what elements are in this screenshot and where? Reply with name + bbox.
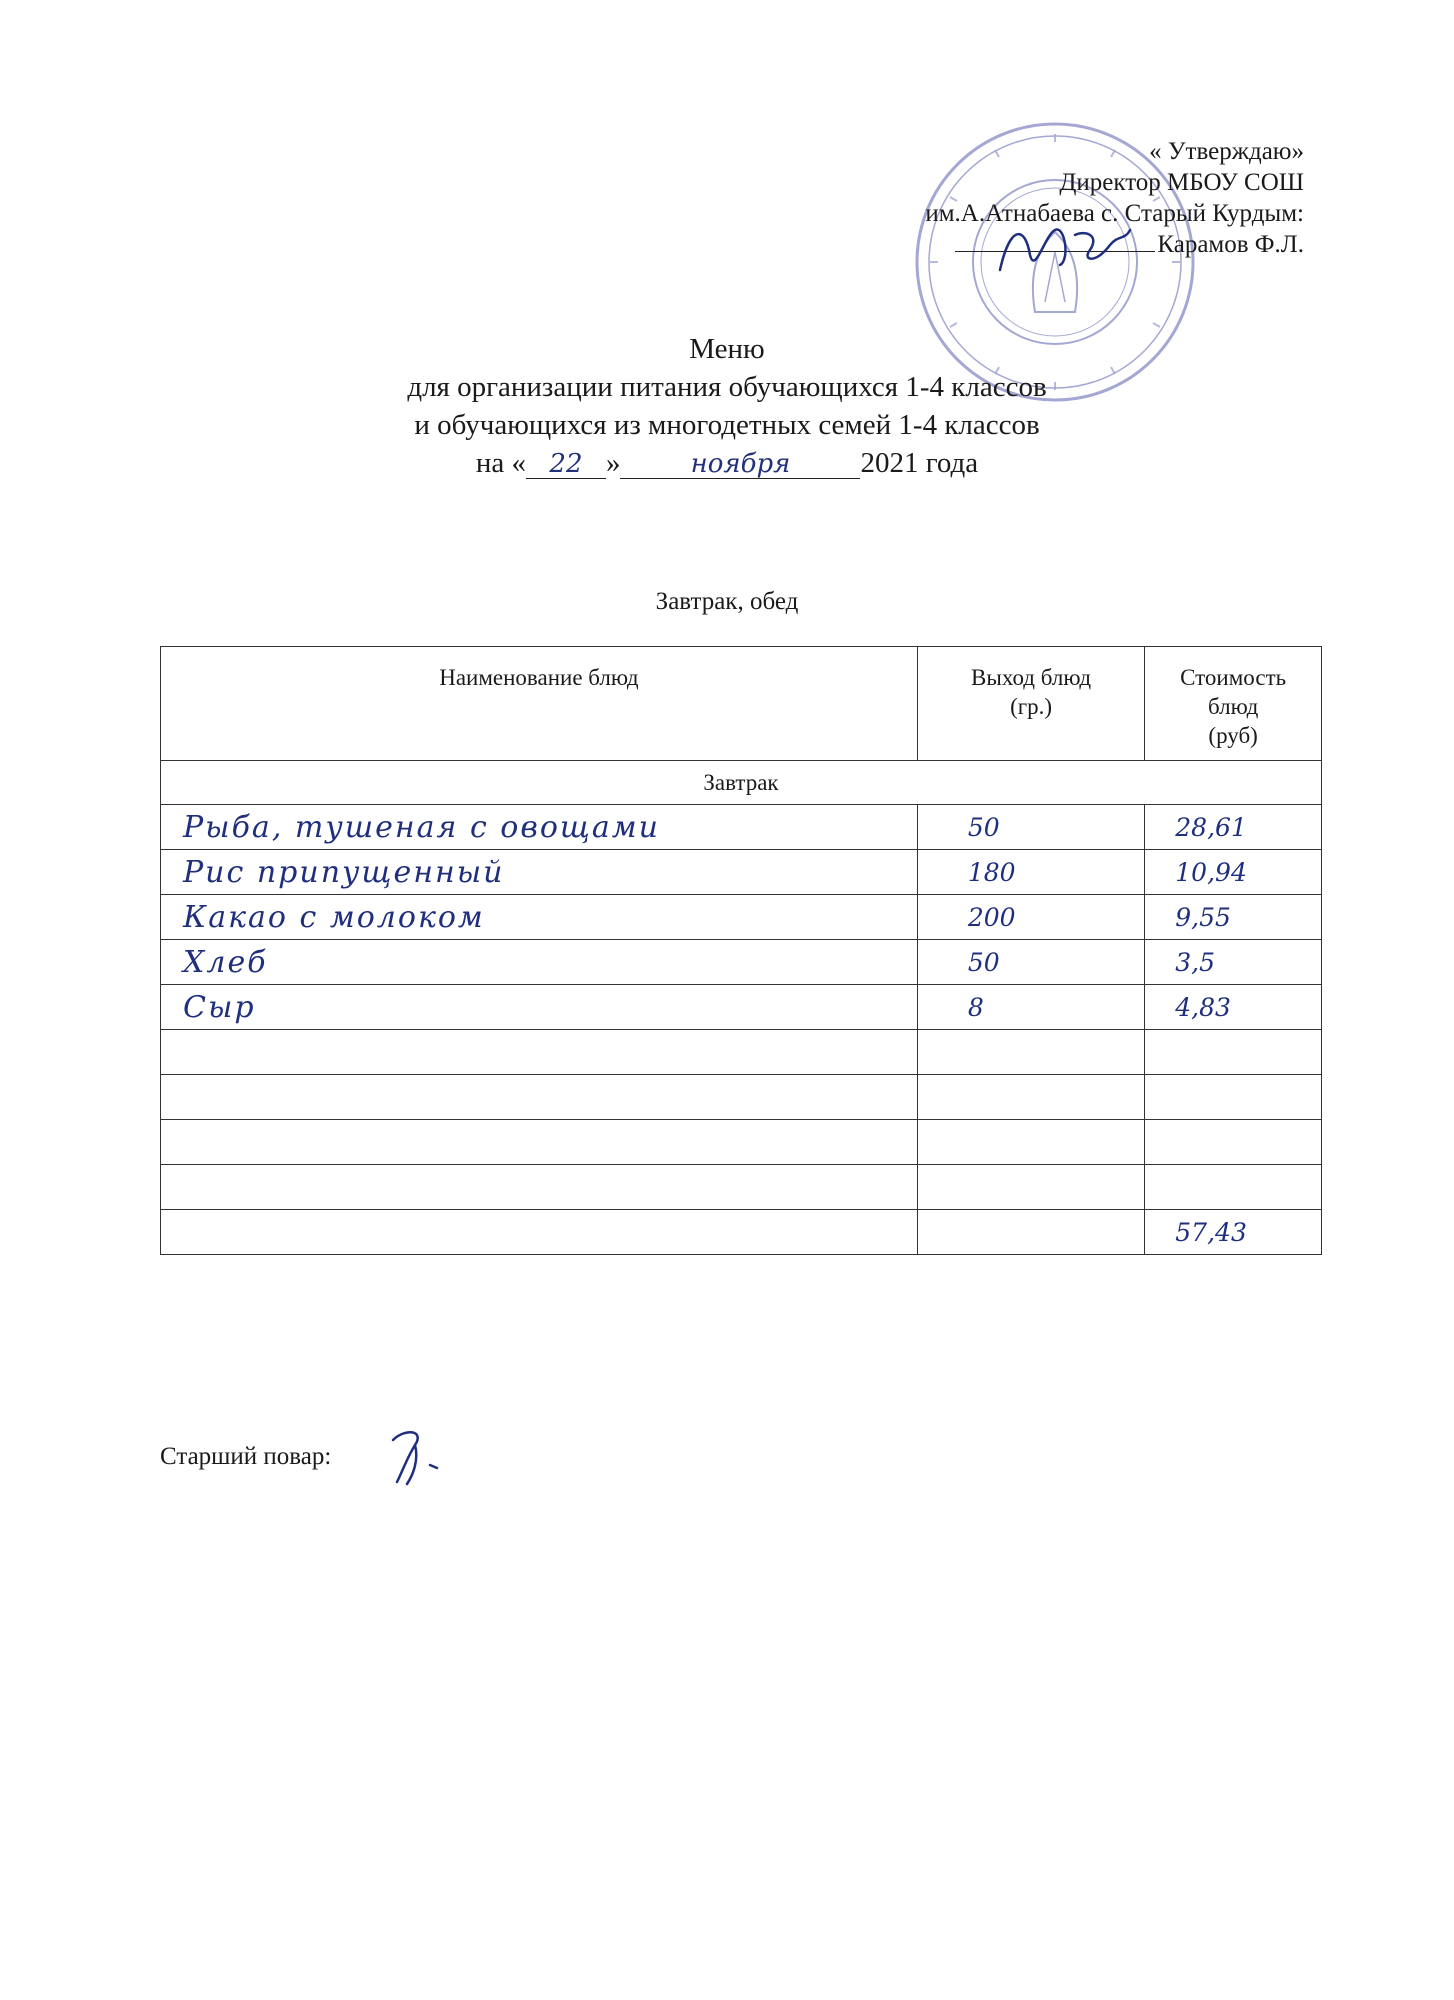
table-row <box>161 985 1322 1030</box>
dish-name: Хлеб <box>183 944 268 980</box>
approval-position: Директор МБОУ СОШ <box>1059 169 1304 196</box>
table-row <box>161 895 1322 940</box>
header-cost-unit: (руб) <box>1208 723 1258 748</box>
menu-title <box>0 330 1454 482</box>
table-row <box>161 1030 1322 1075</box>
title-purpose: для организации питания обучающихся 1-4 классов <box>407 371 1047 403</box>
approval-heading: « Утверждаю» <box>1149 138 1304 165</box>
meal-heading: Завтрак, обед <box>655 588 799 615</box>
approval-school: им.А.Атнабаева с. Старый Курдым: <box>925 200 1304 227</box>
total-yield-cell <box>917 1210 1144 1255</box>
date-mid: » <box>605 447 621 479</box>
dish-name <box>161 1080 183 1115</box>
approval-signer: Карамов Ф.Л. <box>1157 231 1304 258</box>
date-prefix: на « <box>475 447 526 479</box>
dish-cost: 4,83 <box>1175 992 1231 1022</box>
header-yield <box>917 647 1144 761</box>
dish-yield: 8 <box>967 992 984 1022</box>
total-name-cell <box>161 1210 918 1255</box>
section-row <box>161 761 1322 805</box>
dish-yield: 180 <box>967 857 1016 887</box>
title-audience: и обучающихся из многодетных семей 1-4 классов <box>414 409 1040 441</box>
dish-yield: 50 <box>967 947 1000 977</box>
dish-cost: 3,5 <box>1175 947 1216 977</box>
table-row <box>161 850 1322 895</box>
title-main: Меню <box>689 333 765 365</box>
dish-name <box>161 1035 183 1070</box>
table-row <box>161 1075 1322 1120</box>
header-cost <box>1145 647 1322 761</box>
header-name <box>161 647 918 761</box>
header-name-label: Наименование блюд <box>439 665 639 690</box>
total-cost: 57,43 <box>1175 1217 1247 1247</box>
dish-yield: 50 <box>967 812 1000 842</box>
cook-signature <box>385 1420 455 1490</box>
date-suffix: 2021 года <box>860 447 979 479</box>
cook-label: Старший повар: <box>160 1443 332 1470</box>
dish-name: Какао с молоком <box>183 899 485 935</box>
table-row <box>161 1120 1322 1165</box>
header-cost-label: Стоимость <box>1180 665 1287 690</box>
dish-name: Рис припущенный <box>183 854 505 890</box>
dish-cost: 10,94 <box>1175 857 1247 887</box>
dish-name <box>161 1125 183 1160</box>
section-breakfast: Завтрак <box>161 761 1322 805</box>
dish-name: Рыба, тушеная с овощами <box>183 809 660 845</box>
title-date <box>0 444 1454 482</box>
dish-name: Сыр <box>183 989 256 1025</box>
dish-name <box>161 1170 183 1205</box>
date-month: ноября <box>620 450 860 479</box>
table-header-row <box>161 647 1322 761</box>
director-signature <box>990 215 1140 285</box>
date-day: 22 <box>526 450 606 479</box>
table-row <box>161 1165 1322 1210</box>
table-row <box>161 805 1322 850</box>
total-row <box>161 1210 1322 1255</box>
header-yield-unit: (гр.) <box>1010 694 1053 719</box>
table-row <box>161 940 1322 985</box>
dish-cost: 9,55 <box>1175 902 1231 932</box>
header-yield-label: Выход блюд <box>971 665 1092 690</box>
dish-yield: 200 <box>967 902 1016 932</box>
dish-cost: 28,61 <box>1175 812 1247 842</box>
menu-table <box>160 646 1322 1255</box>
header-cost-label-2: блюд <box>1207 694 1259 719</box>
